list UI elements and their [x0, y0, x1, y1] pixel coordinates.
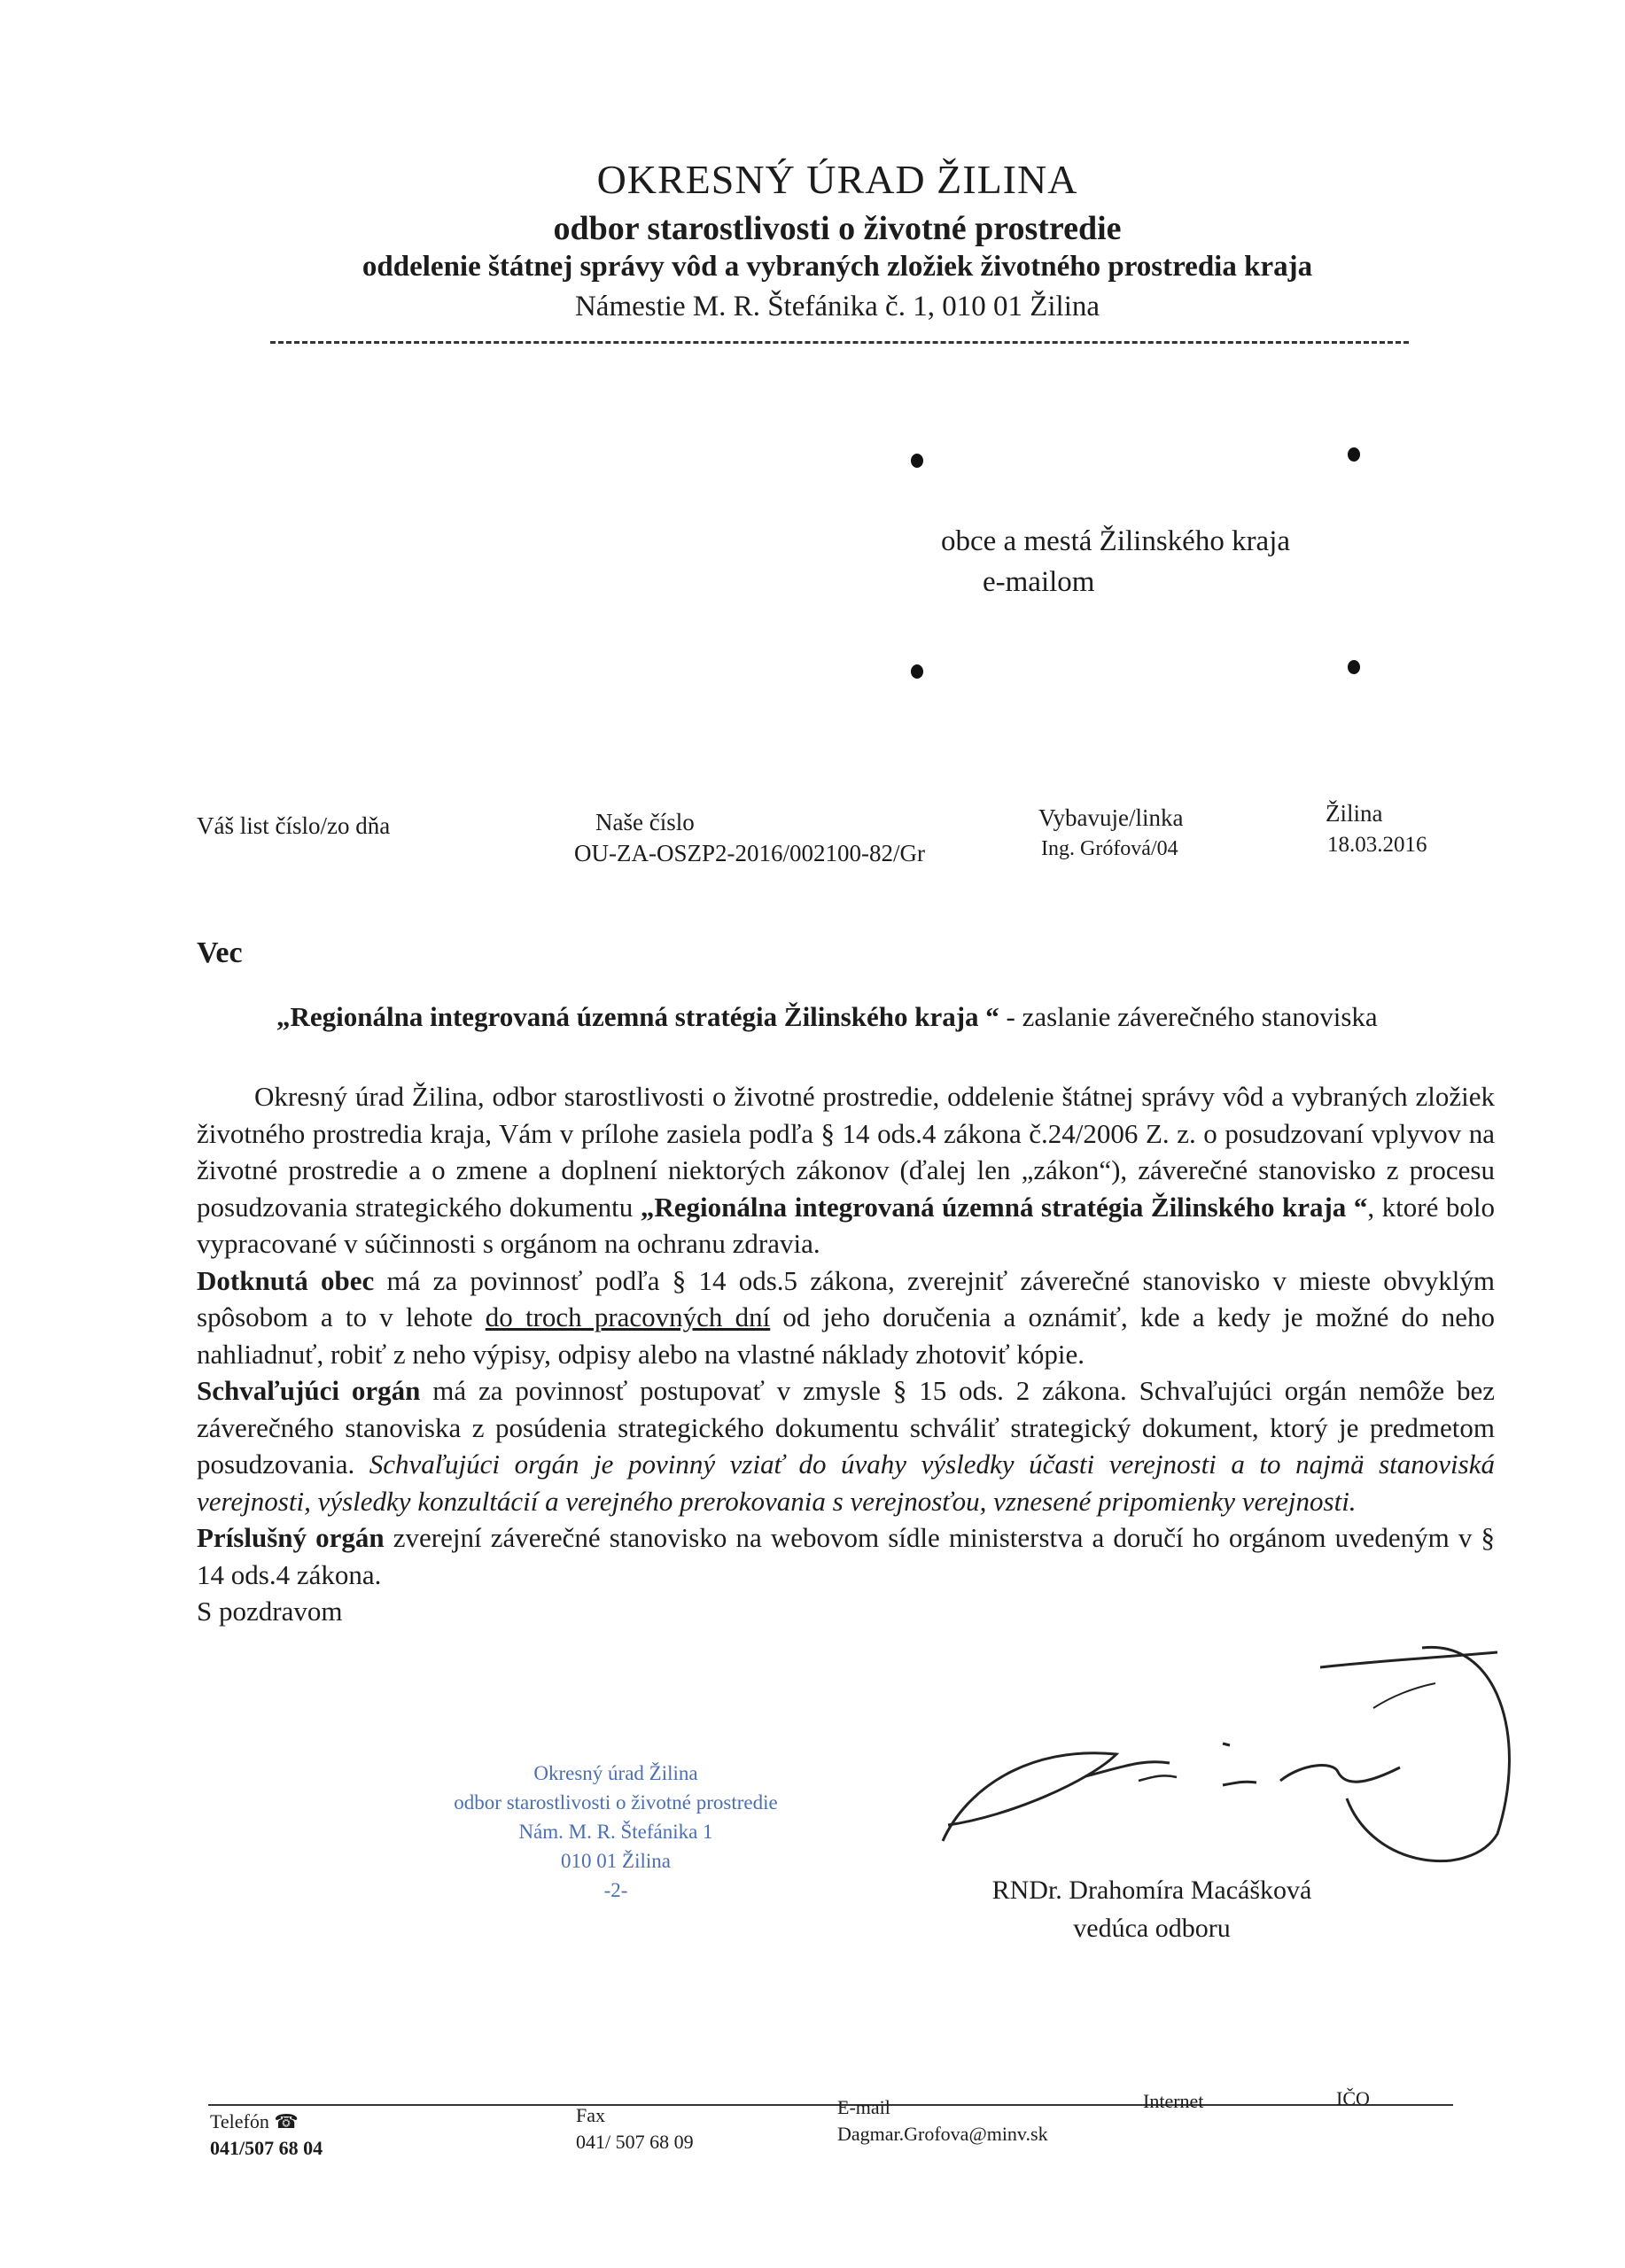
office-name: OKRESNÝ ÚRAD ŽILINA [596, 157, 1078, 202]
addressee-block [941, 521, 1290, 602]
paragraph-text: zverejní záverečné stanovisko na webovom sídle ministerstva a doručí ho orgánom uvedeným v § 14 ods.4 zákona. [197, 1522, 1496, 1590]
office-address: Námestie M. R. Štefánika č. 1, 010 01 Žilina [574, 291, 1100, 322]
office-stamp [416, 1759, 815, 1905]
stamp-line: Okresný úrad Žilina [533, 1762, 698, 1784]
stamp-line: Nám. M. R. Štefánika 1 [518, 1821, 713, 1843]
document-title: „Regionálna integrovaná územná stratégia Žilinského kraja “ [640, 1191, 1368, 1223]
paragraph-approving-body [197, 1372, 1495, 1519]
ico-label: IČO [1336, 2087, 1370, 2109]
addressee-delivery: e-mailom [983, 566, 1095, 598]
our-number-label: Naše číslo [595, 809, 695, 835]
fax-label: Fax [576, 2104, 605, 2126]
phone-icon: ☎ [274, 2110, 299, 2132]
your-letter-label: Váš list číslo/zo dňa [197, 812, 391, 839]
subject-title: „Regionálna integrovaná územná stratégia Žilinského kraja “ [276, 1001, 999, 1032]
paragraph-municipality [197, 1262, 1495, 1373]
department-name: odbor starostlivosti o životné prostredie [553, 210, 1122, 247]
paragraph-text: , ktoré bolo vypracované v súčinnosti s orgánom na ochranu zdravia. [197, 1191, 1495, 1259]
email-label: E-mail [837, 2096, 890, 2118]
window-corner-dot [1348, 447, 1360, 462]
internet-label: Internet [1143, 2090, 1204, 2112]
fax-value: 041/ 507 68 09 [576, 2131, 694, 2153]
place-label: Žilina [1326, 800, 1383, 827]
paragraph-competent-body [197, 1519, 1495, 1593]
handled-by-label: Vybavuje/linka [1038, 804, 1184, 831]
window-corner-dot [1348, 660, 1360, 674]
paragraph-intro [197, 1078, 1495, 1262]
signer-role: vedúca odboru [1073, 1914, 1231, 1943]
our-number-value: OU-ZA-OSZP2-2016/002100-82/Gr [574, 840, 925, 866]
phone-label: Telefón [210, 2110, 269, 2132]
subject-rest: - zaslanie záverečného stanoviska [999, 1001, 1378, 1032]
paragraph-heading: Príslušný orgán [197, 1522, 385, 1553]
stamp-line: odbor starostlivosti o životné prostredie [454, 1791, 778, 1814]
signer-block [966, 1871, 1338, 1947]
handwritten-signature [930, 1612, 1542, 1878]
footer-email [837, 2094, 1048, 2148]
paragraph-text: Okresný úrad Žilina, odbor starostlivosti o životné prostredie, oddelenie štátnej správy vôd a vybraných zložiek životného prostredia kraja, Vám v prílohe zasiela podľa § 14 ods.4 zákona č.24/2006 Z. z. o posudzovaní vplyvov na životné prostredie a o zmene a doplnení niektorých zákonov (ďalej len „zákon“), záverečné stanovisko z procesu posudzovania strategického dokumentu [197, 1081, 1495, 1223]
header-divider [270, 341, 1409, 344]
italic-text: Schvaľujúci orgán je povinný vziať do úvahy výsledky účasti verejnosti a to najmä stanoviská verejnosti, výsledky konzultácií a verejného prerokovania s verejnosťou, vznesené pripomienky verejnosti. [197, 1449, 1495, 1517]
phone-value: 041/507 68 04 [210, 2137, 323, 2159]
stamp-line: 010 01 Žilina [561, 1850, 671, 1872]
email-value[interactable]: Dagmar.Grofova@minv.sk [837, 2123, 1048, 2145]
paragraph-text: od jeho doručenia a oznámiť, kde a kedy je možné do neho nahliadnuť, robiť z neho výpisy, odpisy alebo na vlastné náklady zhotoviť kópie. [197, 1301, 1495, 1370]
subject-label: Vec [197, 936, 243, 969]
paragraph-heading: Schvaľujúci orgán [197, 1375, 421, 1406]
paragraph-text: má za povinnosť postupovať v zmysle § 15 ods. 2 zákona. Schvaľujúci orgán nemôže bez záverečného stanoviska z posúdenia strategického dokumentu schváliť strategický dokument, ktorý je predmetom posudzovania. [197, 1375, 1495, 1480]
handled-by-value: Ing. Grófová/04 [1041, 837, 1178, 860]
stamp-line: -2- [603, 1879, 628, 1901]
paragraph-text: má za povinnosť podľa § 14 ods.5 zákona, zverejniť záverečné stanovisko v mieste obvyklým spôsobom a to v lehote [197, 1264, 1496, 1332]
footer-fax [576, 2102, 694, 2155]
paragraph-heading: Dotknutá obec [197, 1264, 375, 1296]
footer-divider [208, 2104, 1453, 2106]
window-corner-dot [911, 664, 923, 679]
section-name: oddelenie štátnej správy vôd a vybraných zložiek životného prostredia kraja [362, 251, 1313, 283]
letter-body [197, 1078, 1495, 1630]
subject-line [276, 1001, 1378, 1033]
deadline-text: do troch pracovných dní [485, 1301, 771, 1332]
signer-name: RNDr. Drahomíra Macášková [991, 1876, 1312, 1905]
addressee-line: obce a mestá Žilinského kraja [941, 525, 1291, 557]
letter-date: 18.03.2016 [1327, 833, 1427, 857]
footer-phone [210, 2109, 323, 2162]
window-corner-dot [911, 454, 923, 468]
closing: S pozdravom [197, 1596, 343, 1627]
